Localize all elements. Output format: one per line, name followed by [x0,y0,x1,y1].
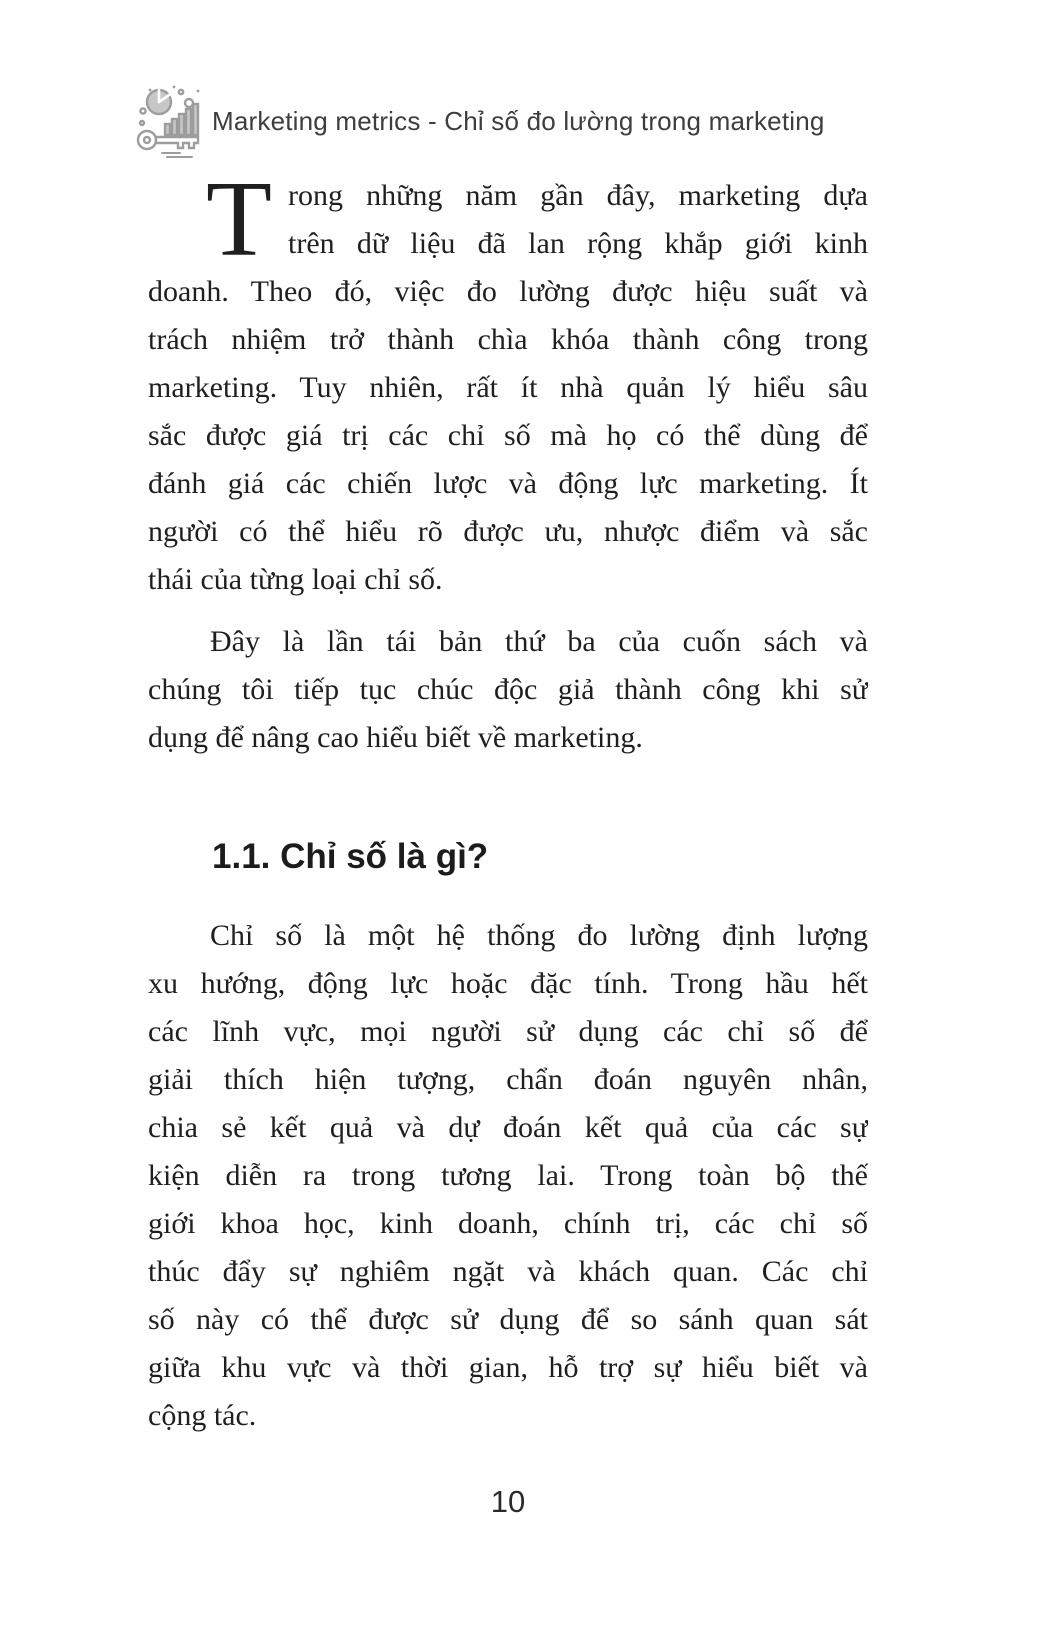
text-line: xu hướng, động lực hoặc đặc tính. Trong hầu hết [148,967,868,1000]
paragraph-1 [148,160,868,604]
page-number: 10 [490,1484,526,1519]
text-line: cộng tác. [148,1399,257,1432]
text-line: thúc đẩy sự nghiêm ngặt và khách quan. Các chỉ [148,1255,868,1288]
running-head-title: Marketing metrics - Chỉ số đo lường trong marketing [212,106,825,136]
text-line: marketing. Tuy nhiên, rất ít nhà quản lý hiểu sâu [148,371,868,404]
text-line: người có thể hiểu rõ được ưu, nhược điểm và sắc [148,515,868,548]
text-line: giới khoa học, kinh doanh, chính trị, các chỉ số [148,1207,868,1240]
text-line: giữa khu vực và thời gian, hỗ trợ sự hiểu biết và [148,1351,868,1384]
text-line: sắc được giá trị các chỉ số mà họ có thể dùng để [148,419,868,452]
marketing-metrics-key-icon [134,84,204,160]
text-line: giải thích hiện tượng, chẩn đoán nguyên nhân, [148,1063,868,1096]
text-line: đánh giá các chiến lược và động lực marketing. Ít [148,467,868,500]
text-line: dụng để nâng cao hiểu biết về marketing. [148,721,643,754]
text-line: doanh. Theo đó, việc đo lường được hiệu suất và [148,275,868,308]
dropcap-letter: T [206,160,272,279]
text-column [148,160,868,1440]
text-line: trên dữ liệu đã lan rộng khắp giới kinh [288,227,868,260]
text-line: thái của từng loại chỉ số. [148,563,443,596]
text-line: rong những năm gần đây, marketing dựa [288,179,868,212]
text-line: chúng tôi tiếp tục chúc độc giả thành công khi sử [148,673,868,706]
text-line: chia sẻ kết quả và dự đoán kết quả của các sự [148,1111,868,1144]
text-line: Đây là lần tái bản thứ ba của cuốn sách và [210,625,868,658]
text-line: kiện diễn ra trong tương lai. Trong toàn bộ thế [148,1159,868,1192]
text-line: trách nhiệm trở thành chìa khóa thành công trong [148,323,868,356]
text-line: Chỉ số là một hệ thống đo lường định lượng [210,919,868,952]
section-heading-1-1: 1.1. Chỉ số là gì? [212,837,489,876]
paragraph-2 [148,618,868,762]
text-line: số này có thể được sử dụng để so sánh quan sát [148,1303,868,1336]
paragraph-3 [148,912,868,1440]
page-header [134,84,825,160]
text-line: các lĩnh vực, mọi người sử dụng các chỉ số để [148,1015,868,1048]
